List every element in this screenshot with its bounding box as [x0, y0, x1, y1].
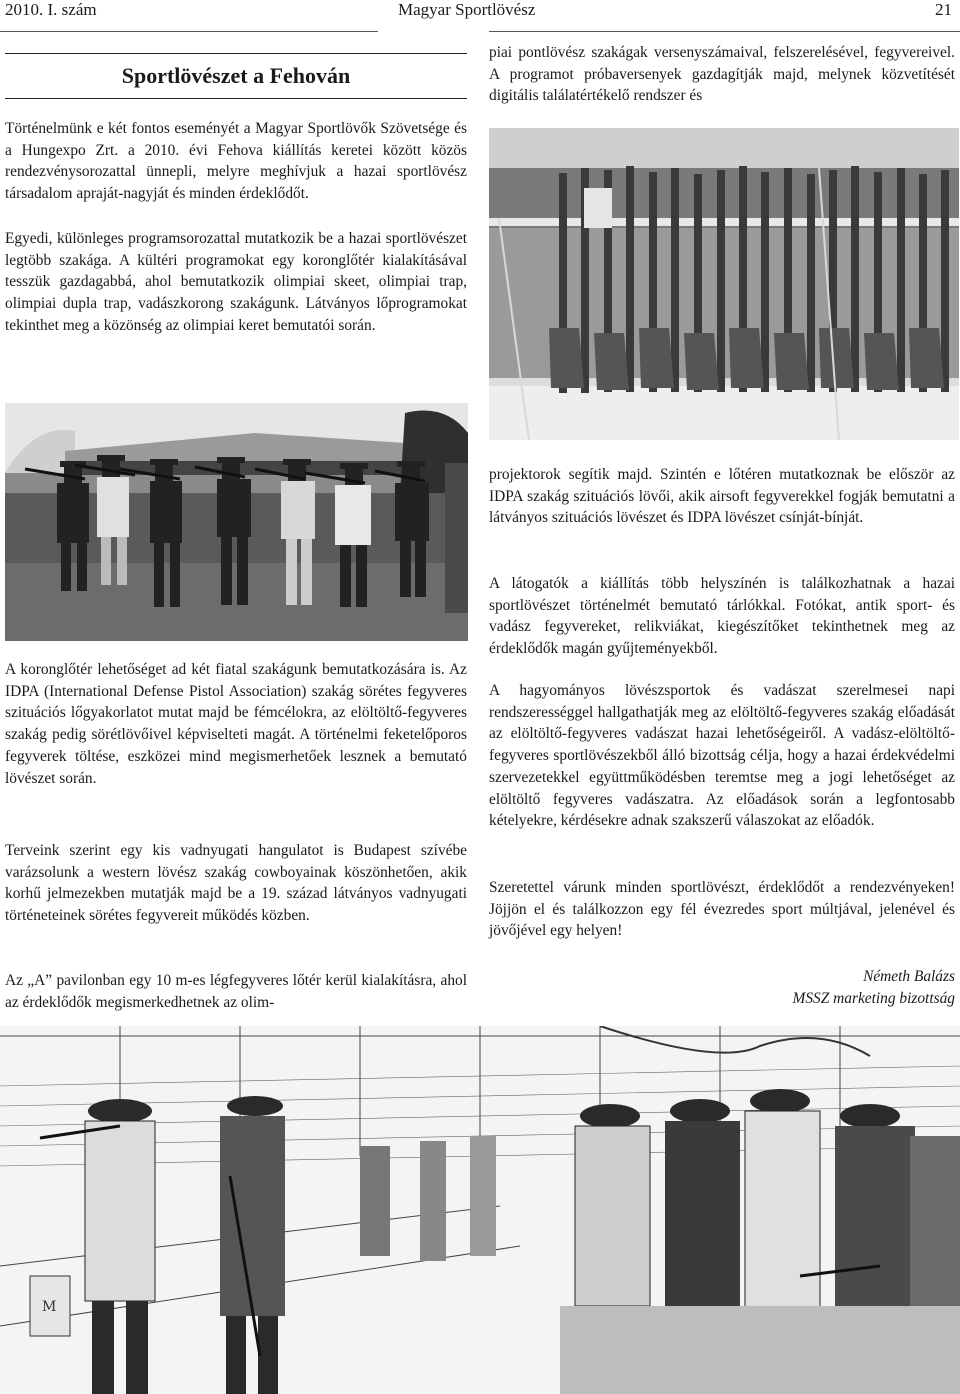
header-rule-left	[0, 31, 378, 32]
paragraph-air-range-end: projektorok segítik majd. Szintén e lőtéren mutatkoznak be először az IDPA szakág szituációs lövői, akik airsoft fegyverekkel fogják bemutatni a látványos szituációs lövészet és IDPA lövészet csínját-bínját.	[489, 466, 955, 527]
article-title: Sportlövészet a Fehován	[5, 53, 467, 99]
magazine-name: Magyar Sportlövész	[398, 0, 536, 19]
paragraph-clay-range: A koronglőtér lehetőséget ad két fiatal szakágunk bemutatkozására is. Az IDPA (International Defense Pistol Association) szakág sörétes fegyveres szituációs lőgyakorlatot mutat majd be fémcélokra, az elöltöltő-fegyveres szakág pedig sörétlövőivel képviselteti magát. A történelmi feketelőporos fegyverek töltése, eszközei mind megismerhetőek lesznek a bemutató lövészet során.	[5, 661, 467, 787]
author-name: Németh Balázs	[863, 968, 955, 985]
gun-rack-photo	[489, 128, 959, 440]
paragraph-exhibits: A látogatók a kiállítás több helyszínén is találkozhatnak a hazai sportlövészet történelmét bemutató tárlókkal. Fotókat, antik sport- és vadász fegyvereket, relikviákat, kiegészítőket tekinthetnek meg az érdeklődők magán gyűjteményekből.	[489, 575, 955, 658]
paragraph-western: Terveink szerint egy kis vadnyugati hangulatot is Budapest szívébe varázsolunk a western lövész szakág cowboyainak köszönhetően, akik korhű jelmezekben mutatják majd be a 19. század látványos vadnyugati történeteinek sörétes fegyvereit működés közben.	[5, 842, 467, 925]
page-header	[0, 0, 960, 24]
issue-label: 2010. I. szám	[5, 0, 97, 19]
header-rule-right	[489, 31, 960, 32]
paragraph-invitation: Szeretettel várunk minden sportlövészt, érdeklődőt a rendezvényeken! Jöjjön el és találkozzon egy fél évezredes sport múltjával, jelenével és jövőjével egy helyen!	[489, 879, 955, 940]
author-role: MSSZ marketing bizottság	[792, 990, 955, 1007]
paragraph-programs: Egyedi, különleges programsorozattal mutatkozik be a hazai sportlövészet legtöbb szakága. A kültéri programokat egy koronglőtér kialakításával tesszük gazdagabbá, ahol bemutatkozik olimpiai skeet, olimpiai trap, olimpiai dupla trap, vadászkorong szakágunk. Látványos lőprogramokat tekinthet meg a közönség az olimpiai keret bemutatói során.	[5, 230, 467, 334]
paragraph-muzzleloaders: A hagyományos lövészsportok és vadászat szerelmesei napi rendszerességgel hallgathatják meg az elöltöltő-fegyveres szakág előadását az elöltöltő-fegyveres vadászat hazai lehetőségeiről. A vadász-elöltöltő-fegyveres sportlövészekből álló bizottság célja, hogy a hazai érdekvédelmi szervezetekkel együttműködésben teremtse meg a jogi lehetőséget az elöltöltő fegyveres vadászatra. Az előadások során a legfontosabb kételyekre, kérdésekre adnak szakszerű válaszokat az előadók.	[489, 682, 955, 830]
paragraph-intro: Történelmünk e két fontos eseményét a Magyar Sportlövők Szövetsége és a Hungexpo Zrt. a 2010. évi Fehova kiállítás keretei között közös rendezvénysorozattal ünnepli, melyre meghívjuk a hazai sportlövész társadalom apraját-nagyját és minden érdeklődőt.	[5, 120, 467, 203]
page-number: 21	[935, 0, 952, 19]
svg-text:M: M	[42, 1299, 57, 1315]
paragraph-air-range-continued: piai pontlövész szakágak versenyszámaival, felszerelésével, fegyvereivel. A programot próbaversenyek gazdagítják majd, melynek közvetítését digitális találatértékelő rendszer és	[489, 44, 955, 105]
paragraph-air-range-start: Az „A” pavilonban egy 10 m-es légfegyveres lőtér kerül kialakításra, ahol az érdeklődők megismerkedhetnek az olim-	[5, 972, 467, 1011]
historic-shooting-gallery-engraving	[0, 1026, 960, 1394]
cowboy-shooters-photo	[5, 403, 468, 641]
